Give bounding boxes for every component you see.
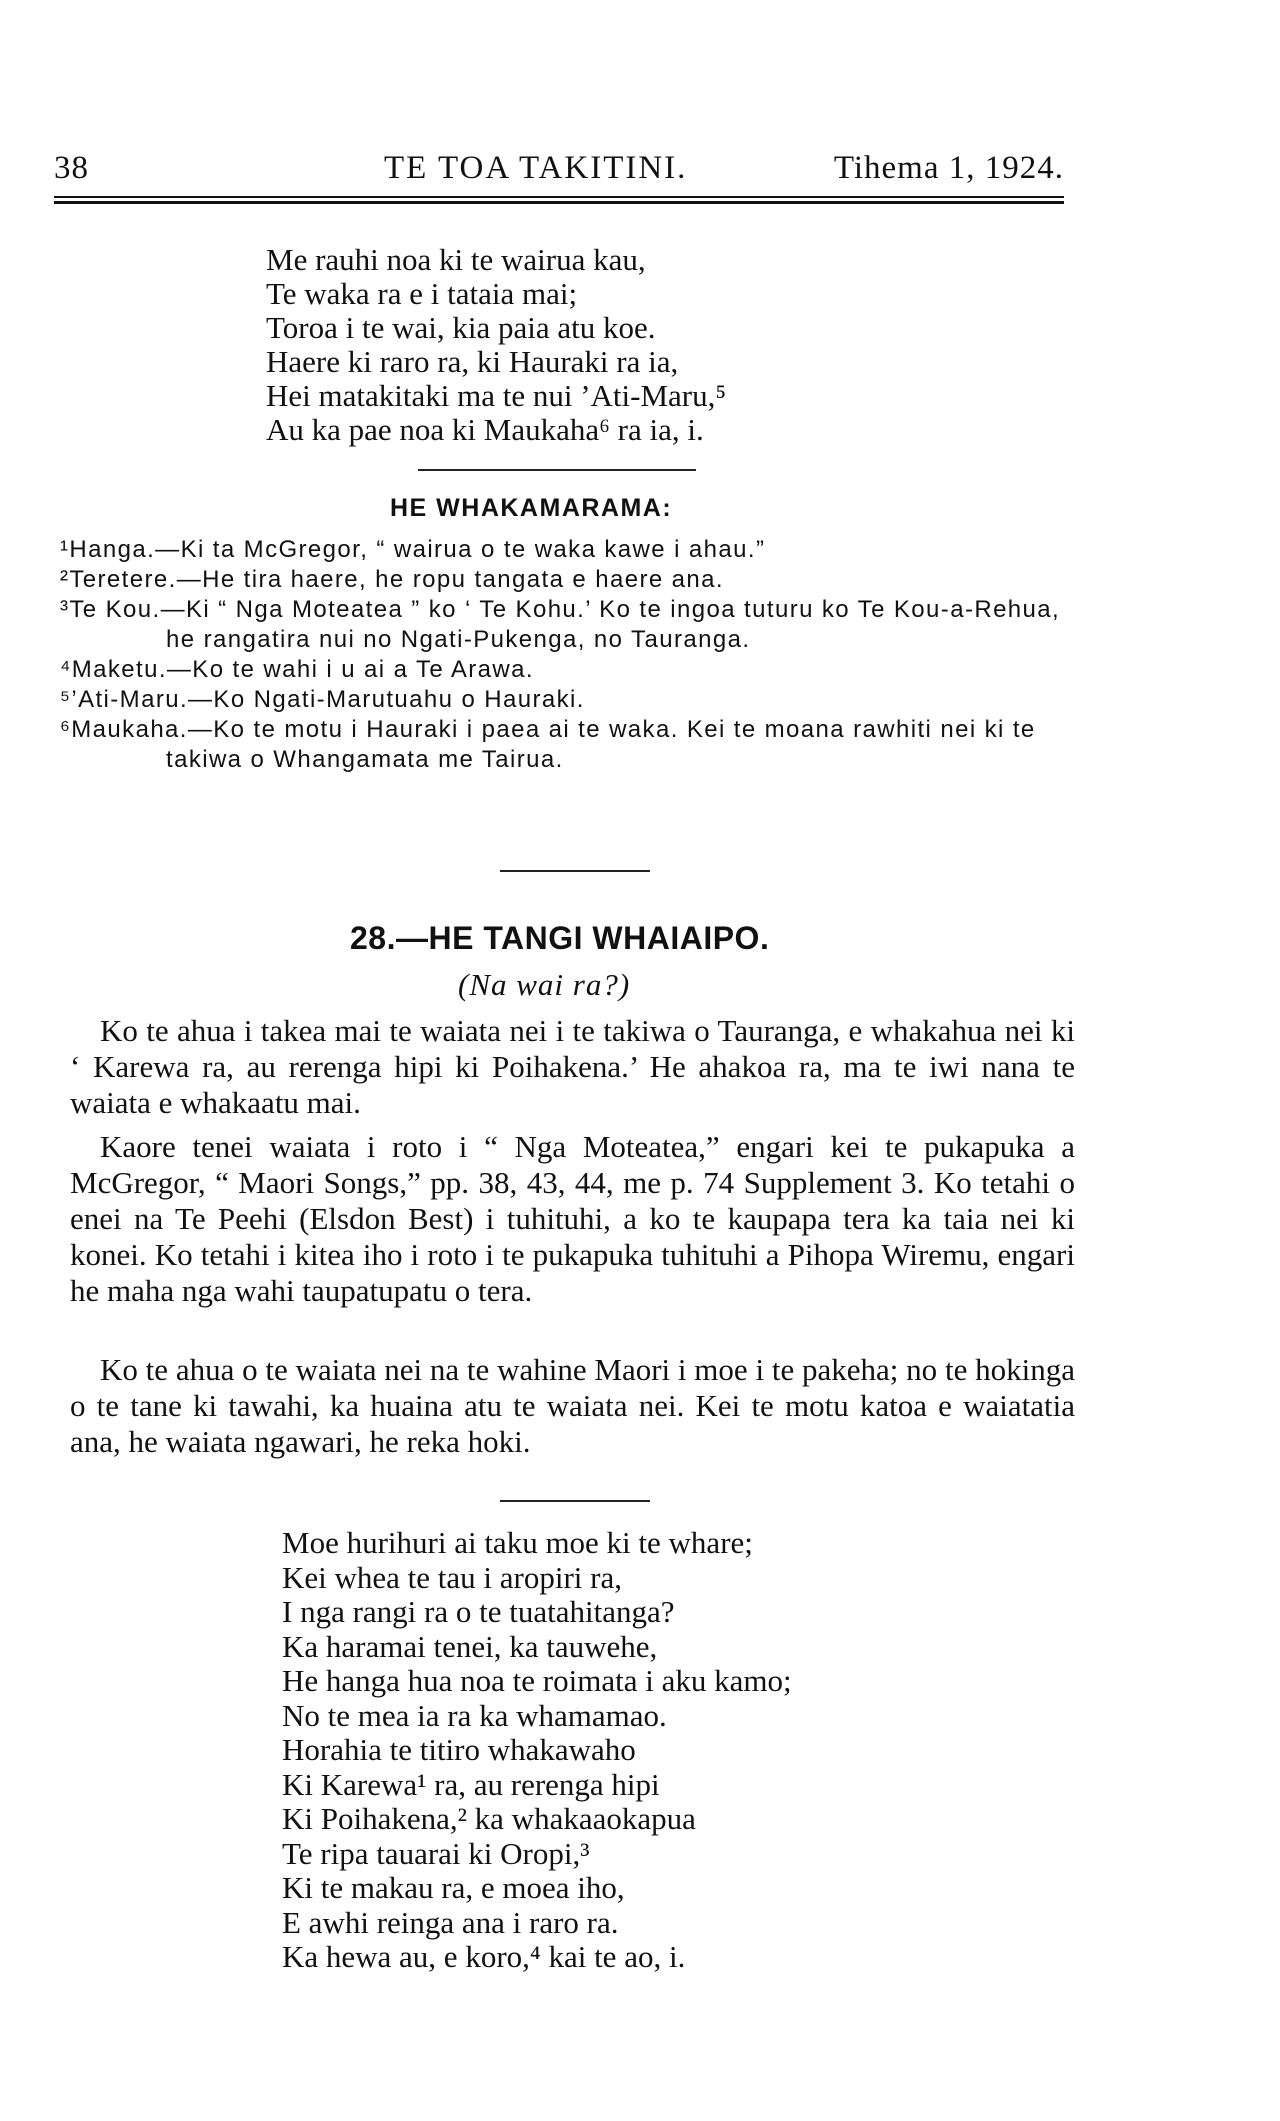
verse-line: He hanga hua noa te roimata i aku kamo;	[282, 1663, 792, 1698]
verse-line: Me rauhi noa ki te wairua kau,	[266, 242, 646, 277]
verse-line: Hei matakitaki ma te nui ’Ati-Maru,⁵	[266, 378, 727, 413]
verse-line: Horahia te titiro whakawaho	[282, 1732, 636, 1767]
body-paragraph: Kaore tenei waiata i roto i “ Nga Moteatea,” engari kei te pukapuka a McGregor, “ Maori Songs,” pp. 38, 43, 44, me p. 74 Supplement 3. Ko tetahi o enei na Te Peehi (Elsdon Best) i tuhituhi, a ko te kaupapa tera ka taia nei ki konei. Ko tetahi i kitea iho i roto i te pukapuka tuhituhi a Pihopa Wiremu, engari he maha nga wahi taupatupatu o tera.	[70, 1129, 1075, 1308]
verse-line: Ki Karewa¹ ra, au rerenga hipi	[282, 1766, 660, 1802]
page-number: 38	[54, 150, 89, 186]
footnote: ⁶Maukaha.—Ko te motu i Hauraki i paea ai te waka. Kei te moana rawhiti nei ki te takiwa o Whangamata me Tairua.	[60, 716, 1036, 773]
verse-line: Ki Poihakena,² ka whakaaokapua	[282, 1801, 696, 1836]
issue-date: Tihema 1, 1924.	[833, 150, 1064, 186]
verse-line: No te mea ia ra ka whamamao.	[282, 1697, 667, 1733]
verse-line: I nga rangi ra o te tuatahitanga?	[282, 1594, 675, 1629]
section-subtitle: (Na wai ra?)	[458, 967, 631, 1002]
verse-line: Ka hewa au, e koro,⁴ kai te ao, i.	[282, 1939, 686, 1974]
body-paragraph: Ko te ahua i takea mai te waiata nei i te takiwa o Tauranga, e whakahua nei ki ‘ Karewa ra, au rerenga hipi ki Poihakena.’ He ahakoa ra, ma te iwi nana te waiata e whakaatu mai.	[70, 1013, 1075, 1120]
page-header	[54, 150, 1064, 190]
verse-line: Haere ki raro ra, ki Hauraki ra ia,	[266, 344, 679, 379]
verse-line: Te waka ra e i tataia mai;	[266, 276, 578, 311]
verse-line: Ka haramai tenei, ka tauwehe,	[282, 1628, 658, 1664]
footnote: ²Teretere.—He tira haere, he ropu tangata e haere ana.	[60, 566, 724, 593]
footnote: ¹Hanga.—Ki ta McGregor, “ wairua o te waka kawe i ahau.”	[60, 536, 766, 563]
separator-rule	[500, 870, 650, 872]
header-rule-thick	[54, 201, 1064, 204]
verse-top	[266, 243, 726, 447]
section-title: 28.—HE TANGI WHAIAIPO.	[350, 920, 770, 956]
body-paragraph: Ko te ahua o te waiata nei na te wahine Maori i moe i te pakeha; no te hokinga o te tane ki tawahi, ka huaina atu te waiata nei. Kei te motu katoa e waiatatia ana, he waiata ngawari, he reka hoki.	[70, 1352, 1075, 1459]
verse-line: Ki te makau ra, e moea iho,	[282, 1870, 625, 1905]
verse-line: Kei whea te tau i aropiri ra,	[282, 1559, 622, 1595]
footnote: ⁴Maketu.—Ko te wahi i u ai a Te Arawa.	[60, 656, 534, 683]
notes-heading: HE WHAKAMARAMA:	[390, 494, 673, 522]
verse-line: Toroa i te wai, kia paia atu koe.	[266, 310, 656, 345]
verse-line: Te ripa tauarai ki Oropi,³	[282, 1835, 590, 1871]
verse-line: Moe hurihuri ai taku moe ki te whare;	[282, 1525, 753, 1560]
verse-bottom	[282, 1526, 792, 1975]
publication-title: TE TOA TAKITINI.	[384, 150, 688, 186]
header-rule-thin	[54, 196, 1064, 198]
footnotes-list	[60, 535, 1070, 775]
verse-line: E awhi reinga ana i raro ra.	[282, 1904, 619, 1940]
verse-line: Au ka pae noa ki Maukaha⁶ ra ia, i.	[266, 412, 704, 447]
footnote: ³Te Kou.—Ki “ Nga Moteatea ” ko ‘ Te Kohu.’ Ko te ingoa tuturu ko Te Kou-a-Rehua, he rangatira nui no Ngati-Pukenga, no Tauranga.	[60, 596, 1061, 653]
separator-rule	[500, 1500, 650, 1502]
footnote: ⁵’Ati-Maru.—Ko Ngati-Marutuahu o Hauraki.	[60, 686, 585, 713]
separator-rule	[418, 469, 696, 471]
